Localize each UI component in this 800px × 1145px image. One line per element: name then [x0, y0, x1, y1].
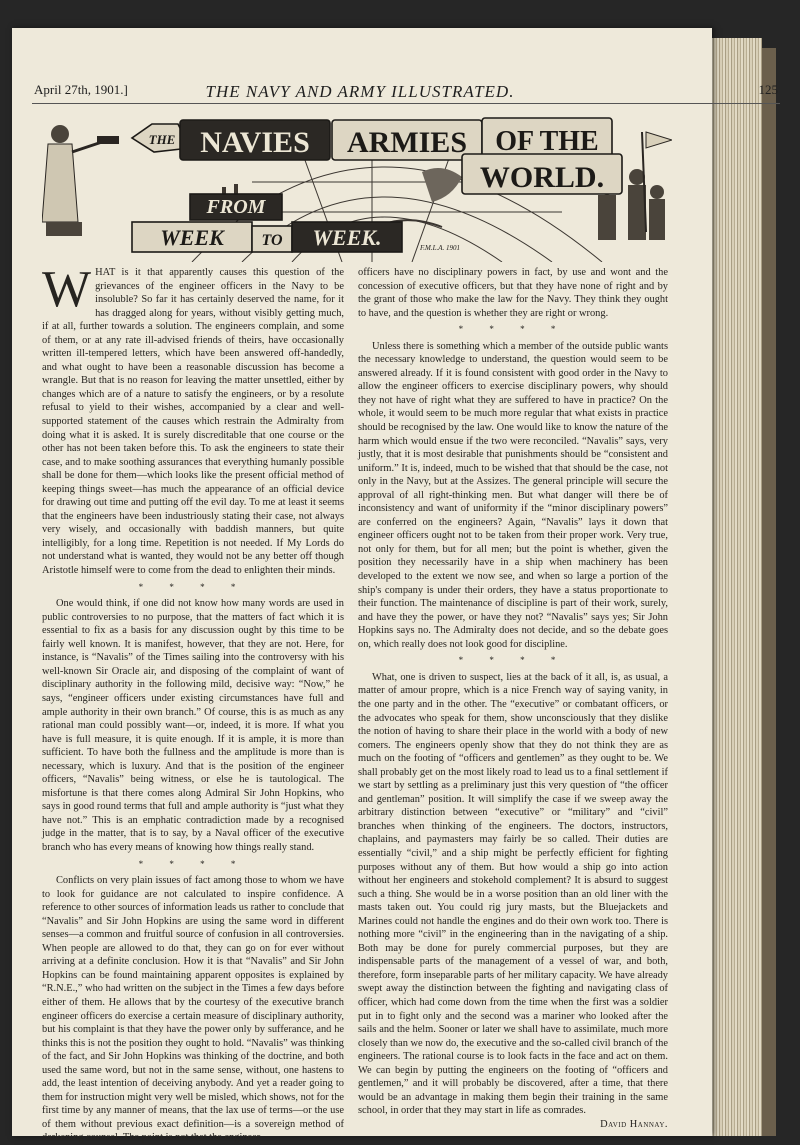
banner-navies: NAVIES [200, 126, 310, 159]
article-paragraph: One would think, if one did not know how many words are used in public controversies to no purpose, that the matters of fact which it is essential to fix as a basis for any discussion ought by this time to be fairly well known. It is manifest, however, that they are not. Here, for instance, is “Navalis” of the Times sailing into the controversy with his well-known Sir Oracle air, and disposing of the complaint of want of disciplinary authority in the following mild, decisive way: “Now,” he says, “engineer officers under existing circumstances have full and ample authority in their own branch.” Of course, this is as much as any rational man could possibly want—or, indeed, it is more. If what you have is full measure, it is quite enough. If it is ample, it is more than sufficient. To have both the fullness and the amplitude is more than is necessary, which is luxury. And that is the position of the engineer officers, “Navalis” being witness, or else he is tautological. The misfortune is that there comes along Admiral Sir John Hopkins, who says in good round terms that full and ample authority is “just what they have not.” This is an emphatic contradiction made by a recognised judge in the matter, that is to say, by a Naval officer of the executive branch who has every means of knowing how things really stand. [42, 598, 344, 853]
article-paragraph: officers have no disciplinary powers in fact, by use and wont and the concession of executive officers, but that they have none of right and by the grant of those who make the law for the Navy. They think they ought to have, and the question is whether they are right or wrong. [358, 267, 668, 319]
header-rule [32, 103, 780, 104]
article-paragraph: What, one is driven to suspect, lies at the back of it all, is, as usual, a matter of amour propre, which is a nice French way of saying vanity, in the one party and in the other. The “executive” or combatant officers, or the advocates who speak for them, show unconsciously that they dislike the notion of having to share their place in the world with a body of new comers. The engineers openly show that they do not think they are as much on the footing of “officers and gentlemen” as they ought to be. We shall probably get on the most likely road to lead us to a final settlement if we start by settling as a preliminary just this very question of “the officer and gentleman” position. It will simplify the case if we sweep away the arbitrary distinction between “executive” or “military” and “civil” branches when thinking of the engineers. The doctors, instructors, chaplains, and paymasters may fairly be so called. Their duties are essentially “civil,” and a ship might be perfectly efficient for fighting purposes without any of them. But how would a ship go into action without her engineers and stokehold complement? It is absurd to suggest such a thing. She would be in a worse position than an old liner with the masts taken out. You could rig jury masts, but the Bluejackets and Marines could not handle the engines and do their own work too. There is nothing more “civil” in the engineering than in the navigating of a ship. Both may be done for purely commercial purposes, but they are indispensable parts of the management of a vessel of war, and both, therefore, form inseparable parts of her military capacity. We have already swept away the distinction between the fighting and navigating class of officer, which had come down from the time when the first was a soldier put in to fight only and the second was a mariner who looked after the sails and the helm. Sooner or later we shall have to assimilate, much more closely than we now do, the executive and the so-called civil branch of the engineers. The rational course is to look facts in the face and act on them. We can begin by putting the engineers on the footing of “officers and gentlemen,” and it will probably be discovered, after a time, that there would be an advantage in making them begin their training in the same school, in order that they may start in life as comrades. [358, 671, 668, 1117]
sailor-figure [42, 125, 119, 236]
running-head-date: April 27th, 1901.] [34, 82, 128, 97]
article-paragraph: WHAT is it that apparently causes this question of the grievances of the engineer officers in the Navy to be insoluble? So far it has certainly deserved the name, for it has dragged along for years, without visibly getting much, if at all, further towards a solution. The engineers complain, and some of them, or at any rate ill-advised friends of theirs, have occasionally written ill-tempered letters, which have been answered off-handedly, and what ought to have been a reasonable discussion has become a wrangle. But that is no reason for leaving the matter unsettled, either by changes which are of a nature to satisfy the engineers, or by a resolute refusal to yield to their wishes, accompanied by a clear and well-supported statement of the causes which restrain the Admiralty from doing what it is asked. It is surely discreditable that one course or the other has not been taken before this. To ask the engineers to state their case, and to make soothing assurances that everything humanly possible shall be done for them—which looks like the present official method of keeping things sweet—has much the appearance of an official device for drawing out time and putting off the evil day. To me at least it seems that the engineers have been industriously stating their case, not always very wisely, and occasionally with baddish manners, but quite intelligibly, for a long time. Repetition is not needed. If My Lords do not understand what is wanted, they would not be any better off though Aristotle himself were to come from the dead to enlighten their minds. [42, 261, 344, 577]
drop-cap: W [42, 261, 92, 318]
article-column-right [358, 266, 668, 1131]
section-divider: * * * * [458, 655, 568, 666]
banner-armies: ARMIES [346, 126, 468, 159]
book-spine-edge [762, 48, 776, 1136]
running-head-title: THE NAVY AND ARMY ILLUSTRATED. [205, 82, 515, 101]
banner-week-left: WEEK [160, 225, 224, 250]
page-number: 125 [758, 82, 778, 97]
banner-to: TO [261, 232, 283, 249]
author-signature: David Hannay. [600, 1118, 668, 1130]
banner-world: WORLD. [479, 161, 605, 194]
section-divider: * * * * [458, 324, 568, 335]
banner-from: FROM [206, 196, 266, 218]
article-paragraph: Conflicts on very plain issues of fact among those to whom we have to look for guidance are not calculated to inspire confidence. A reference to other sources of information leads us rather to conclude that “Navalis” and Sir John Hopkins are using the same word in different senses—a common and fruitful source of confusion in all controversies. When people are allowed to do that, they can go on for ever without arriving at a definite conclusion. How it is that “Navalis” and Sir John Hopkins can be found maintaining apparent opposites is explained by “R.N.E.,” who had written on the subject in the Times a few days before either of them. He allows that by the courtesy of the executive branch engineer officers do exercise a certain measure of disciplinary authority, but his complaint is that they have the power only by sufferance, and he thinks this is not the position they ought to hold. “Navalis” was thinking of the fact, and Sir John Hopkins was thinking of the doctrine, and both used the same word, but not in the same sense, without, one hastens to add, the least intention of deceiving anybody. And yet a reader going to them for instruction might very well be misled, which shows, not for the first time by any manner of means, that the lax use of terms—or the use of them without previous exact definition—is a sovereign method of darkening counsel. The point is not that the engineer [42, 875, 344, 1144]
section-divider: * * * * [138, 581, 248, 592]
banner-of-the: OF THE [495, 126, 599, 157]
banner-week-right: WEEK. [312, 225, 382, 250]
page-edges [708, 38, 762, 1136]
banner-the: THE [148, 132, 176, 147]
section-divider: * * * * [138, 858, 248, 869]
header-illustration [42, 112, 672, 262]
artist-signature: F.M.L.A. 1901 [419, 244, 461, 252]
article-paragraph: Unless there is something which a member of the outside public wants the necessary knowledge to understand, the question would seem to be answered already. If it is found consistent with good order in the Navy to allow the engineer officers to exercise disciplinary powers, why should they not have of right what they are suffered to have in practice? On the whole, it would seem to be much more regular that what exists in practice should be recognised by the law. One would like to know the nature of the harm which would ensue if the two were reconciled. “Navalis” says, very justly, that it is most desirable that punishments should be “consistent and uniform.” It is, indeed, much to be wished that that should be the case, not only in the Navy, but at the Assizes. The general principle will secure the approval of all right-thinking men. But what danger will there be of inconsistency and want of uniformity if the “minor disciplinary powers” are conferred on the engineers? Again, “Navalis” lays it down that engineer officers ought not to be taken from their proper work. Very true, not only for them, but for all men; but the point is whether, given the position they necessarily have in a ship when machinery has been developed to the extent we now see, and when so large a portion of the ship's company is under their orders, they have a status proportionate to their function. The maintenance of discipline is part of their work, surely, and have they the power, or have they not? “Navalis” says yes; Sir John Hopkins says no. The Admiralty does not decide, and so the debate goes on, which really does not look good for discipline. [358, 340, 668, 650]
article-column-left [42, 261, 344, 1145]
